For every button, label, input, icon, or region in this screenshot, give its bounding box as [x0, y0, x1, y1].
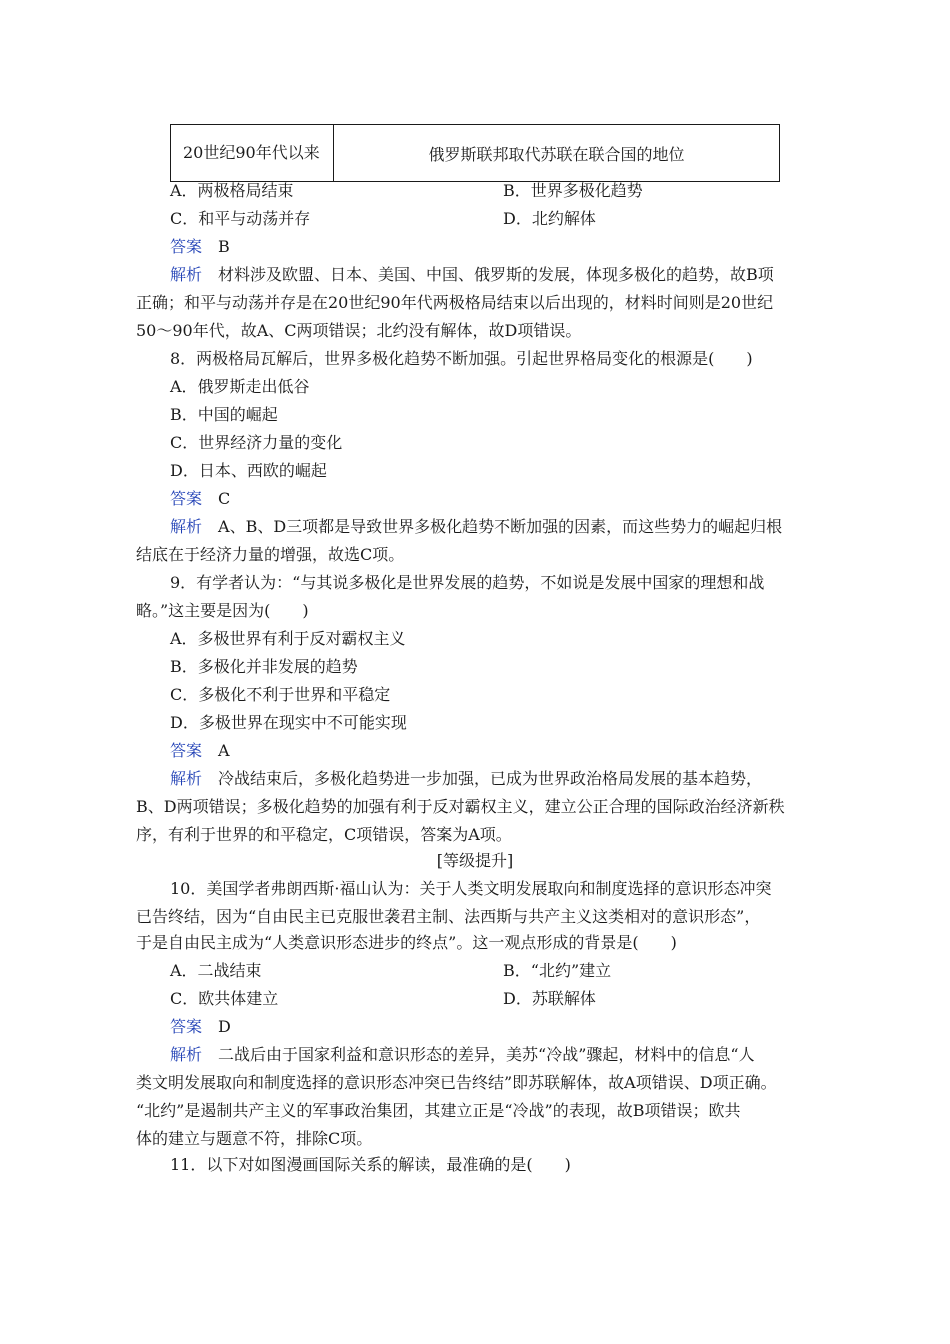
q8-option-b: B．中国的崛起 — [170, 405, 278, 424]
table-cell-period: 20世纪90年代以来 — [171, 125, 334, 182]
q9-option-a: A．多极世界有利于反对霸权主义 — [170, 629, 406, 648]
q10-option-b: B．“北约”建立 — [503, 961, 612, 980]
answer-value: D — [218, 1017, 231, 1036]
q7-option-b: B．世界多极化趋势 — [503, 181, 643, 200]
q7-option-a: A．两极格局结束 — [170, 181, 294, 200]
q10-option-c: C．欧共体建立 — [170, 989, 279, 1008]
answer-label: 答案 — [170, 1017, 203, 1036]
q9-answer — [170, 741, 230, 761]
q8-stem: 8．两极格局瓦解后，世界多极化趋势不断加强。引起世界格局变化的根源是( ) — [170, 349, 753, 368]
q9-stem-line-1: 9．有学者认为：“与其说多极化是世界发展的趋势，不如说是发展中国家的理想和战 — [170, 573, 765, 592]
q7-analysis-line-1: 解析 材料涉及欧盟、日本、美国、中国、俄罗斯的发展，体现多极化的趋势，故B项 — [170, 265, 774, 284]
q10-stem-line-3: 于是自由民主成为“人类意识形态进步的终点”。这一观点形成的背景是( ) — [136, 933, 677, 952]
q10-stem-line-1: 10．美国学者弗朗西斯·福山认为：关于人类文明发展取向和制度选择的意识形态冲突 — [170, 879, 772, 898]
answer-value: B — [218, 237, 230, 256]
answer-label: 答案 — [170, 741, 203, 760]
section-heading: [等级提升] — [436, 851, 514, 870]
analysis-label: 解析 — [170, 1045, 203, 1064]
material-table — [170, 124, 780, 182]
q9-analysis-line-3: 序，有利于世界的和平稳定，C项错误，答案为A项。 — [136, 825, 512, 844]
q10-stem-line-2: 已告终结，因为“自由民主已克服世袭君主制、法西斯与共产主义这类相对的意识形态”， — [136, 907, 761, 926]
q7-analysis-line-2: 正确；和平与动荡并存是在20世纪90年代两极格局结束以后出现的，材料时间则是20世纪 — [136, 293, 774, 312]
q9-stem-line-2: 略。”这主要是因为( ) — [136, 601, 309, 620]
q11-stem: 11．以下对如图漫画国际关系的解读，最准确的是( ) — [170, 1155, 571, 1174]
answer-label: 答案 — [170, 237, 203, 256]
answer-value: A — [218, 741, 230, 760]
q9-option-d: D．多极世界在现实中不可能实现 — [170, 713, 407, 732]
q7-option-d: D．北约解体 — [503, 209, 596, 228]
q8-analysis-line-2: 结底在于经济力量的增强，故选C项。 — [136, 545, 405, 564]
q8-option-a: A．俄罗斯走出低谷 — [170, 377, 310, 396]
q8-option-c: C．世界经济力量的变化 — [170, 433, 343, 452]
table-row — [171, 125, 780, 182]
q10-option-a: A．二战结束 — [170, 961, 262, 980]
q9-option-c: C．多极化不利于世界和平稳定 — [170, 685, 391, 704]
table-cell-event: 俄罗斯联邦取代苏联在联合国的地位 — [334, 125, 780, 182]
analysis-label: 解析 — [170, 265, 203, 284]
analysis-label: 解析 — [170, 769, 203, 788]
q7-option-c: C．和平与动荡并存 — [170, 209, 311, 228]
q10-analysis-line-3: “北约”是遏制共产主义的军事政治集团，其建立正是“冷战”的表现，故B项错误；欧共 — [136, 1101, 741, 1120]
q8-option-d: D．日本、西欧的崛起 — [170, 461, 327, 480]
q9-analysis-line-2: B、D两项错误；多极化趋势的加强有利于反对霸权主义，建立公正合理的国际政治经济新秩 — [136, 797, 785, 816]
q9-analysis-line-1: 解析 冷战结束后，多极化趋势进一步加强，已成为世界政治格局发展的基本趋势， — [170, 769, 763, 788]
analysis-label: 解析 — [170, 517, 203, 536]
q7-answer — [170, 237, 230, 257]
q7-analysis-line-3: 50～90年代，故A、C两项错误；北约没有解体，故D项错误。 — [136, 321, 582, 340]
q8-answer — [170, 489, 230, 509]
q8-analysis-line-1: 解析 A、B、D三项都是导致世界多极化趋势不断加强的因素，而这些势力的崛起归根 — [170, 517, 783, 536]
q10-analysis-line-2: 类文明发展取向和制度选择的意识形态冲突已告终结”即苏联解体，故A项错误、D项正确。 — [136, 1073, 777, 1092]
answer-label: 答案 — [170, 489, 203, 508]
q10-analysis-line-1: 解析 二战后由于国家利益和意识形态的差异，美苏“冷战”骤起，材料中的信息“人 — [170, 1045, 755, 1064]
q10-option-d: D．苏联解体 — [503, 989, 596, 1008]
q9-option-b: B．多极化并非发展的趋势 — [170, 657, 358, 676]
q10-answer — [170, 1017, 231, 1037]
answer-value: C — [218, 489, 231, 508]
q10-analysis-line-4: 体的建立与题意不符，排除C项。 — [136, 1129, 373, 1148]
